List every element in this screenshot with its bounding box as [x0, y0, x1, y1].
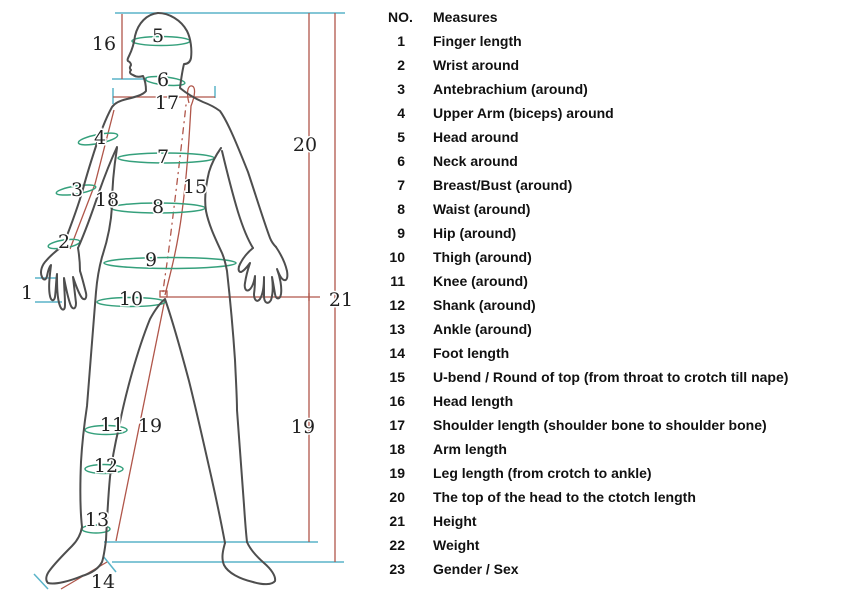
right-arm-inner-outline	[222, 151, 253, 248]
legend-row-number: 12	[389, 297, 405, 313]
legend-row	[388, 293, 788, 317]
legend-row-number: 15	[389, 369, 405, 385]
legend-row-label: Finger length	[433, 33, 522, 49]
u-bend-back-dashed-line-15	[163, 105, 186, 292]
legend-row-number: 2	[397, 57, 405, 73]
legend-row-number: 21	[389, 513, 405, 529]
figure-label-17: 17	[154, 92, 180, 114]
legend-row-label: Antebrachium (around)	[433, 81, 588, 97]
legend-header-no: NO.	[388, 9, 413, 25]
figure-label-11: 11	[99, 414, 125, 436]
legend-row-label: Waist (around)	[433, 201, 531, 217]
legend-row	[388, 221, 788, 245]
legend-row	[388, 53, 788, 77]
legend-row-number: 4	[397, 105, 405, 121]
figure-label-6: 6	[156, 69, 170, 91]
figure-label-12: 12	[93, 455, 119, 477]
legend-row-number: 11	[390, 273, 405, 289]
figure-label-9: 9	[144, 249, 158, 271]
legend-row	[388, 533, 788, 557]
legend-row	[388, 509, 788, 533]
legend-row-number: 3	[397, 81, 405, 97]
legend-row	[388, 29, 788, 53]
hip-around-ellipse-9	[104, 258, 236, 269]
figure-label-10: 10	[118, 288, 144, 310]
legend-row-number: 13	[389, 321, 405, 337]
right-foot-outline	[222, 542, 275, 584]
legend-row-label: Leg length (from crotch to ankle)	[433, 465, 652, 481]
figure-label-3: 3	[70, 179, 84, 201]
legend-row	[388, 173, 788, 197]
legend-row-label: Neck around	[433, 153, 518, 169]
legend-row	[388, 269, 788, 293]
figure-label-4: 4	[93, 127, 107, 149]
legend-row-number: 5	[397, 129, 405, 145]
legend-row-label: Ankle (around)	[433, 321, 532, 337]
legend-row-label: Knee (around)	[433, 273, 528, 289]
figure-labels-group	[21, 25, 353, 593]
figure-label-13: 13	[84, 509, 110, 531]
legend-row-label: Shoulder length (shoulder bone to shoulder bone)	[433, 417, 767, 433]
figure-label-1: 1	[20, 282, 34, 304]
legend-row-label: Shank (around)	[433, 297, 536, 313]
legend-row-label: Arm length	[433, 441, 507, 457]
figure-label-16: 16	[91, 33, 117, 55]
figure-label-19-leg: 19	[137, 415, 163, 437]
measures-legend	[388, 5, 788, 581]
figure-label-8: 8	[151, 196, 165, 218]
legend-row-label: Breast/Bust (around)	[433, 177, 573, 193]
legend-row-label: Gender / Sex	[433, 561, 519, 577]
legend-row	[388, 389, 788, 413]
figure-label-5: 5	[151, 25, 165, 47]
legend-row-number: 22	[389, 537, 405, 553]
legend-row	[388, 485, 788, 509]
heel-tick	[103, 556, 116, 572]
legend-row-number: 18	[389, 441, 405, 457]
legend-header-measures: Measures	[433, 9, 498, 25]
legend-row-number: 19	[389, 465, 405, 481]
legend-row	[388, 413, 788, 437]
legend-row-number: 1	[397, 33, 405, 49]
legend-row-label: Head around	[433, 129, 519, 145]
legend-row-label: Hip (around)	[433, 225, 517, 241]
legend-row-number: 14	[389, 345, 405, 361]
legend-row-number: 10	[389, 249, 405, 265]
legend-rows	[388, 29, 788, 581]
legend-row	[388, 197, 788, 221]
legend-row	[388, 77, 788, 101]
body-measurement-diagram	[0, 0, 380, 609]
figure-label-7: 7	[156, 146, 170, 168]
legend-row-number: 20	[389, 489, 405, 505]
legend-row	[388, 125, 788, 149]
legend-row	[388, 557, 788, 581]
legend-row-number: 23	[389, 561, 405, 577]
legend-row-number: 16	[389, 393, 405, 409]
figure-label-21: 21	[328, 289, 354, 311]
legend-row	[388, 365, 788, 389]
legend-row-number: 6	[397, 153, 405, 169]
legend-row	[388, 101, 788, 125]
legend-row	[388, 149, 788, 173]
right-torso-right-leg-outline	[205, 148, 247, 542]
legend-row-label: Wrist around	[433, 57, 520, 73]
legend-row-label: The top of the head to the ctotch length	[433, 489, 696, 505]
legend-row	[388, 245, 788, 269]
legend-row-number: 17	[389, 417, 405, 433]
legend-row-label: Upper Arm (biceps) around	[433, 105, 614, 121]
figure-label-18: 18	[94, 189, 120, 211]
legend-row	[388, 317, 788, 341]
right-hand-outline	[239, 247, 288, 303]
legend-row-label: Foot length	[433, 345, 510, 361]
legend-row-label: Thigh (around)	[433, 249, 532, 265]
legend-row-label: Weight	[433, 537, 480, 553]
legend-row-label: Height	[433, 513, 477, 529]
figure-label-19-right: 19	[290, 416, 316, 438]
figure-label-2: 2	[57, 231, 71, 253]
figure-label-15: 15	[182, 176, 208, 198]
legend-row	[388, 437, 788, 461]
figure-label-14: 14	[90, 571, 116, 593]
legend-row-label: U-bend / Round of top (from throat to crotch till nape)	[433, 369, 789, 385]
figure-label-20: 20	[292, 134, 318, 156]
legend-row	[388, 461, 788, 485]
legend-row-number: 8	[397, 201, 405, 217]
legend-row-number: 9	[397, 225, 405, 241]
legend-header	[388, 5, 788, 29]
legend-row	[388, 341, 788, 365]
legend-row-label: Head length	[433, 393, 514, 409]
legend-row-number: 7	[397, 177, 405, 193]
